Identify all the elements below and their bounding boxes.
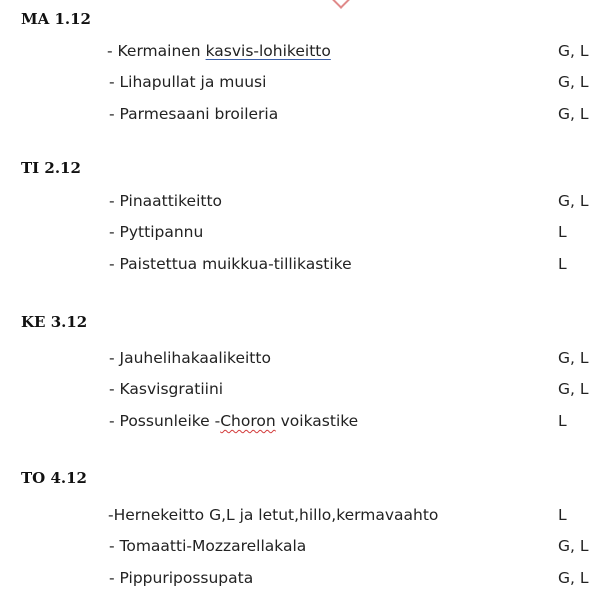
menu-item-text: voikastike	[275, 412, 359, 430]
diet-label: L	[558, 412, 567, 430]
menu-item: - Parmesaani broileria	[109, 105, 279, 123]
menu-item: - Jauhelihakaalikeitto	[109, 349, 271, 367]
diet-label: G, L	[558, 349, 589, 367]
menu-item-text: - Possunleike -	[109, 412, 221, 430]
diet-label: L	[558, 255, 567, 273]
menu-item: - Tomaatti-Mozzarellakala	[109, 537, 307, 555]
diet-label: G, L	[558, 537, 589, 555]
menu-item: - Paistettua muikkua-tillikastike	[109, 255, 352, 273]
diet-label: G, L	[558, 42, 589, 60]
diet-label: G, L	[558, 73, 589, 91]
menu-item: - Kasvisgratiini	[109, 380, 224, 398]
diet-label: L	[558, 223, 567, 241]
menu-item	[109, 411, 358, 431]
day-heading-ti: TI 2.12	[21, 159, 81, 177]
diet-label: G, L	[558, 569, 589, 587]
day-heading-ma: MA 1.12	[21, 10, 91, 28]
menu-item: - Pinaattikeitto	[109, 192, 223, 210]
menu-item	[107, 41, 331, 61]
menu-item-underlined-text: kasvis-lohikeitto	[205, 42, 331, 60]
menu-item: -Hernekeitto G,L ja letut,hillo,kermavaahto	[108, 506, 439, 524]
diet-label: G, L	[558, 192, 589, 210]
diet-label: G, L	[558, 380, 589, 398]
menu-item: - Pippuripossupata	[109, 569, 254, 587]
day-heading-to: TO 4.12	[21, 469, 87, 487]
page-marker-icon	[331, 0, 351, 9]
day-heading-ke: KE 3.12	[21, 313, 88, 331]
menu-item: - Lihapullat ja muusi	[109, 73, 267, 91]
menu-item-text: - Kermainen	[107, 42, 206, 60]
diet-label: L	[558, 506, 567, 524]
spellcheck-flagged-word: Choron	[220, 412, 276, 430]
diet-label: G, L	[558, 105, 589, 123]
menu-item: - Pyttipannu	[109, 223, 204, 241]
